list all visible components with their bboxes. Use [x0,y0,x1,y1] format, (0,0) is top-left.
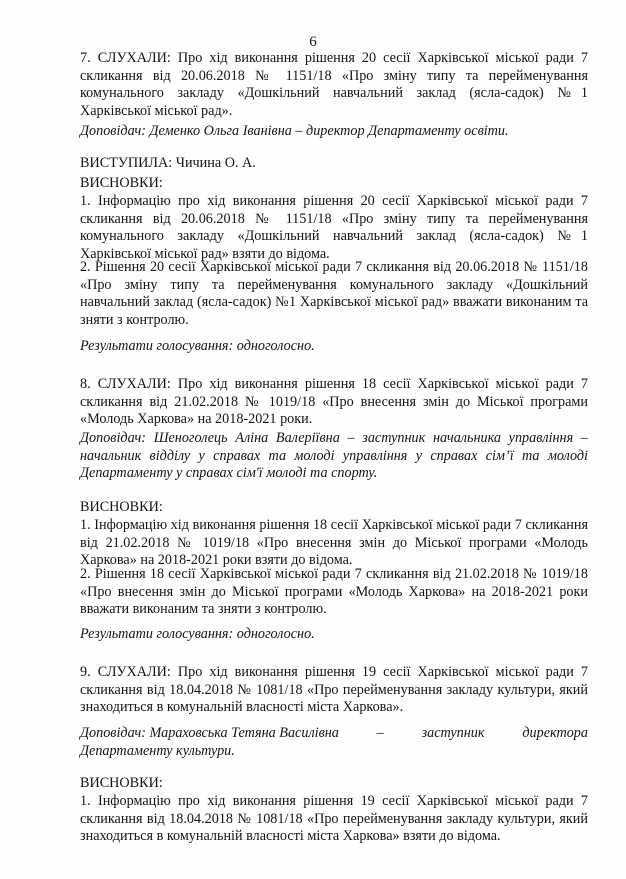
item-8-vote-result: Результати голосування: одноголосно. [80,626,315,642]
item-7-speaker: Доповідач: Деменко Ольга Іванівна – директор Департаменту освіти. [80,123,509,139]
item-7-vote-result: Результати голосування: одноголосно. [80,338,315,354]
item-7-conclusion-2: 2. Рішення 20 сесії Харківської міської ради 7 скликання від 20.06.2018 № 1151/18 «Про зміну типу та перейменування комунального закладу «Дошкільний навчальний заклад (ясла-садок) №1 Харківської міської рад» вважати виконаним та зняти з контролю. [80,259,588,328]
item-9-speaker-line-1: Доповідач: Мараховська Тетяна Василівна – заступник директора [80,725,588,741]
item-9-speaker [80,725,588,760]
item-7-spoke: ВИСТУПИЛА: Чичина О. А. [80,155,256,171]
item-9-speaker-line-2: Департаменту культури. [80,742,235,759]
item-7-heard: 7. СЛУХАЛИ: Про хід виконання рішення 20 сесії Харківської міської ради 7 скликання від 20.06.2018 № 1151/18 «Про зміну типу та перейменування комунального закладу «Дошкільний навчальний заклад (ясла-садок) №1 Харківської міської рад». [80,50,588,119]
item-8-conclusion-1: 1. Інформацію хід виконання рішення 18 сесії Харківської міської ради 7 скликання від 21.02.2018 № 1019/18 «Про внесення змін до Міської програми «Молодь Харкова» на 2018-2021 роки взяти до відома. [80,517,588,569]
item-8-speaker: Доповідач: Шеноголець Аліна Валеріївна – заступник начальника управління – начальник відділу у справах та молоді управління у справах сім’ї та молоді Департаменту у справах сім'ї молоді та спорту. [80,430,588,482]
item-8-conclusion-2: 2. Рішення 18 сесії Харківської міської ради 7 скликання від 21.02.2018 № 1019/18 «Про внесення змін до Міської програми «Молодь Харкова» на 2018-2021 роки вважати виконаним та зняти з контролю. [80,566,588,618]
item-8-conclusions-title: ВИСНОВКИ: [80,499,163,515]
item-9-conclusions-title: ВИСНОВКИ: [80,775,163,791]
item-7-conclusion-1: 1. Інформацію про хід виконання рішення 20 сесії Харківської міської ради 7 скликання від 20.06.2018 № 1151/18 «Про зміну типу та перейменування комунального закладу «Дошкільний навчальний заклад (ясла-садок) №1 Харківської міської рад» взяти до відома. [80,193,588,262]
item-8-heard: 8. СЛУХАЛИ: Про хід виконання рішення 18 сесії Харківської міської ради 7 скликання від 21.02.2018 № 1019/18 «Про внесення змін до Міської програми «Молодь Харкова» на 2018-2021 роки. [80,376,588,428]
page-number: 6 [309,34,317,50]
item-9-conclusion-1: 1. Інформацію про хід виконання рішення 19 сесії Харківської міської ради 7 скликання від 18.04.2018 № 1081/18 «Про перейменування закладу культури, який знаходиться в комунальній власності міста Харкова» взяти до відома. [80,793,588,845]
item-9-heard: 9. СЛУХАЛИ: Про хід виконання рішення 19 сесії Харківської міської ради 7 скликання від 18.04.2018 № 1081/18 «Про перейменування закладу культури, який знаходиться в комунальній власності міста Харкова». [80,664,588,716]
item-7-conclusions-title: ВИСНОВКИ: [80,175,163,191]
